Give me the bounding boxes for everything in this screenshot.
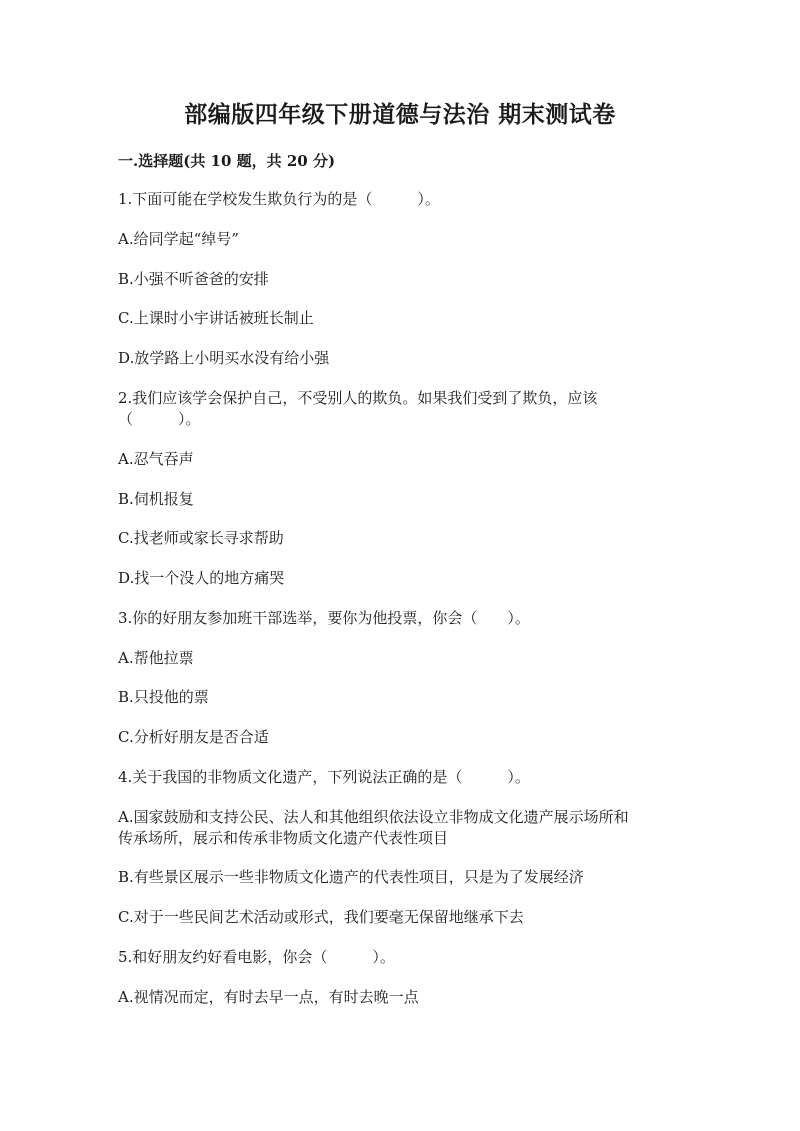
question-5-option-a: A.视情况而定，有时去早一点，有时去晚一点: [118, 988, 419, 1006]
question-4-option-a-line-2: 传承场所，展示和传承非物质文化遗产代表性项目: [118, 829, 449, 847]
question-1-stem: 1.下面可能在学校发生欺负行为的是（ ）。: [118, 190, 440, 208]
question-1-option-d: D.放学路上小明买水没有给小强: [118, 349, 330, 367]
question-2-stem-line-1: 2.我们应该学会保护自己，不受别人的欺负。如果我们受到了欺负，应该: [118, 389, 598, 407]
question-4-stem: 4.关于我国的非物质文化遗产，下列说法正确的是（ ）。: [118, 768, 530, 786]
question-1-option-c: C.上课时小宇讲话被班长制止: [118, 309, 314, 327]
section-heading: 一.选择题(共 10 题，共 20 分): [118, 152, 336, 170]
question-2-option-b: B.伺机报复: [118, 490, 194, 508]
question-3-option-a: A.帮他拉票: [118, 649, 194, 667]
question-2-option-d: D.找一个没人的地方痛哭: [118, 569, 285, 587]
question-2-option-a: A.忍气吞声: [118, 450, 194, 468]
question-5-stem: 5.和好朋友约好看电影，你会（ ）。: [118, 948, 395, 966]
question-2-stem-line-2: （ ）。: [118, 410, 201, 428]
question-3-option-b: B.只投他的票: [118, 688, 209, 706]
question-4-option-b: B.有些景区展示一些非物质文化遗产的代表性项目，只是为了发展经济: [118, 868, 584, 886]
question-4-option-c: C.对于一些民间艺术活动或形式，我们要毫无保留地继承下去: [118, 908, 524, 926]
page-title: 部编版四年级下册道德与法治 期末测试卷: [184, 101, 616, 128]
question-3-option-c: C.分析好朋友是否合适: [118, 728, 269, 746]
question-3-stem: 3.你的好朋友参加班干部选举，要你为他投票，你会（ ）。: [118, 609, 530, 627]
question-1-option-a: A.给同学起“绰号”: [118, 230, 239, 248]
question-2-option-c: C.找老师或家长寻求帮助: [118, 529, 284, 547]
question-1-option-b: B.小强不听爸爸的安排: [118, 270, 269, 288]
question-4-option-a-line-1: A.国家鼓励和支持公民、法人和其他组织依法设立非物成文化遗产展示场所和: [118, 808, 629, 826]
